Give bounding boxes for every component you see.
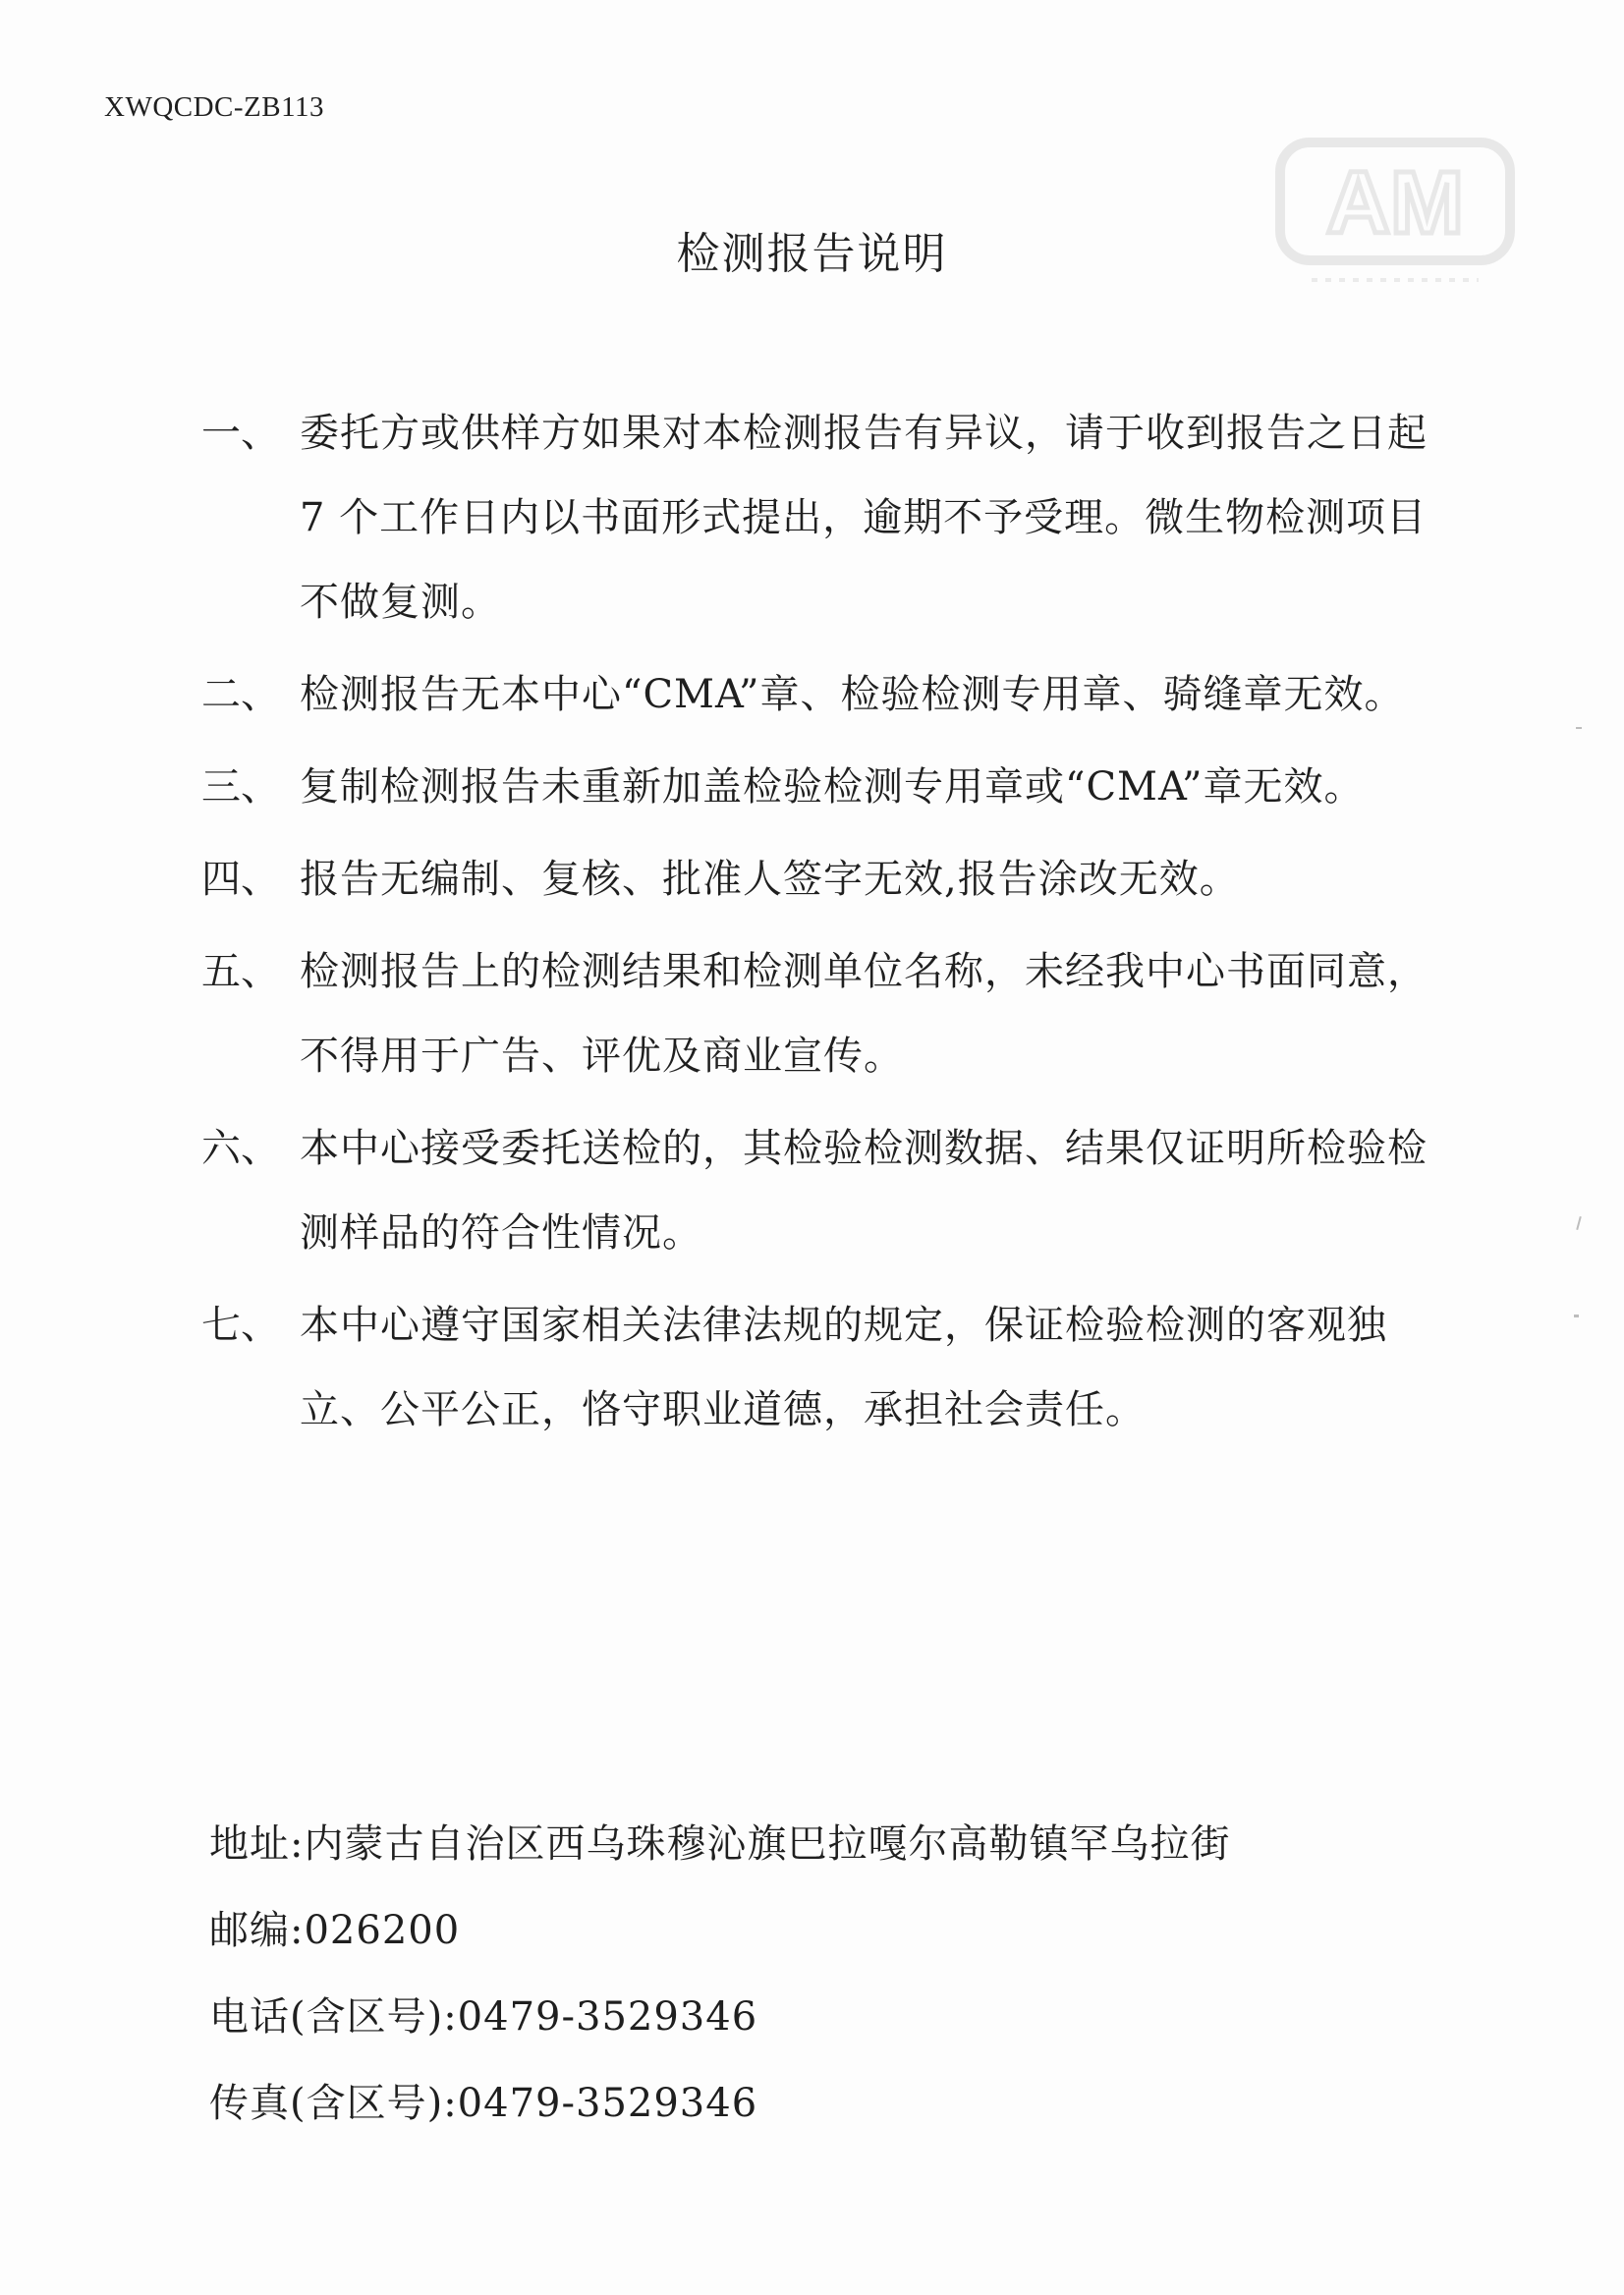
clause-text <box>300 929 1518 1098</box>
clause-item <box>201 929 1518 1098</box>
clause-line: 报告无编制、复核、批准人签字无效,报告涂改无效。 <box>300 857 1240 902</box>
clause-line: 不做复测。 <box>300 580 501 625</box>
page-title: 检测报告说明 <box>676 229 948 279</box>
clause-number: 五、 <box>201 949 280 994</box>
clause-item <box>201 1283 1518 1452</box>
clause-number: 七、 <box>201 1303 280 1348</box>
clause-item <box>201 652 1518 737</box>
clause-number: 四、 <box>201 857 280 902</box>
clause-item <box>201 837 1518 922</box>
clause-line: 委托方或供样方如果对本检测报告有异议，请于收到报告之日起 <box>300 411 1428 456</box>
clause-list <box>201 391 1518 1460</box>
clause-line: 检测报告无本中心“CMA”章、检验检测专用章、骑缝章无效。 <box>300 672 1405 717</box>
clause-text <box>300 745 1518 829</box>
scan-mark <box>1576 727 1582 729</box>
document-code: XWQCDC-ZB113 <box>104 91 325 123</box>
clause-text <box>300 837 1518 922</box>
phone-line: 电话(含区号):0479-3529346 <box>209 1994 758 2040</box>
clause-text <box>300 652 1518 737</box>
clause-text <box>300 1283 1518 1452</box>
scan-mark <box>1576 1216 1582 1230</box>
clause-number: 一、 <box>201 411 280 456</box>
clause-item <box>201 745 1518 829</box>
clause-line: 不得用于广告、评优及商业宣传。 <box>300 1034 904 1079</box>
clause-line: 立、公平公正，恪守职业道德，承担社会责任。 <box>300 1387 1146 1432</box>
fax-line: 传真(含区号):0479-3529346 <box>209 2081 758 2126</box>
scan-mark <box>1574 1315 1579 1317</box>
clause-item <box>201 391 1518 644</box>
clause-line: 7 个工作日内以书面形式提出，逾期不予受理。微生物检测项目 <box>300 495 1428 540</box>
contact-block <box>209 1801 1230 2147</box>
postcode-line: 邮编:026200 <box>209 1908 461 1953</box>
clause-line: 测样品的符合性情况。 <box>300 1210 702 1256</box>
clause-number: 三、 <box>201 764 280 810</box>
clause-item <box>201 1106 1518 1275</box>
clause-line: 本中心遵守国家相关法律法规的规定，保证检验检测的客观独 <box>300 1303 1387 1348</box>
watermark-text: AM <box>1326 154 1464 252</box>
clause-number: 六、 <box>201 1126 280 1171</box>
clause-text <box>300 1106 1518 1275</box>
address-line: 地址:内蒙古自治区西乌珠穆沁旗巴拉嘎尔高勒镇罕乌拉街 <box>209 1821 1231 1867</box>
clause-line: 本中心接受委托送检的，其检验检测数据、结果仅证明所检验检 <box>300 1126 1428 1171</box>
clause-number: 二、 <box>201 672 280 717</box>
clause-line: 检测报告上的检测结果和检测单位名称，未经我中心书面同意， <box>300 949 1428 994</box>
clause-line: 复制检测报告未重新加盖检验检测专用章或“CMA”章无效。 <box>300 764 1365 810</box>
clause-text <box>300 391 1518 644</box>
